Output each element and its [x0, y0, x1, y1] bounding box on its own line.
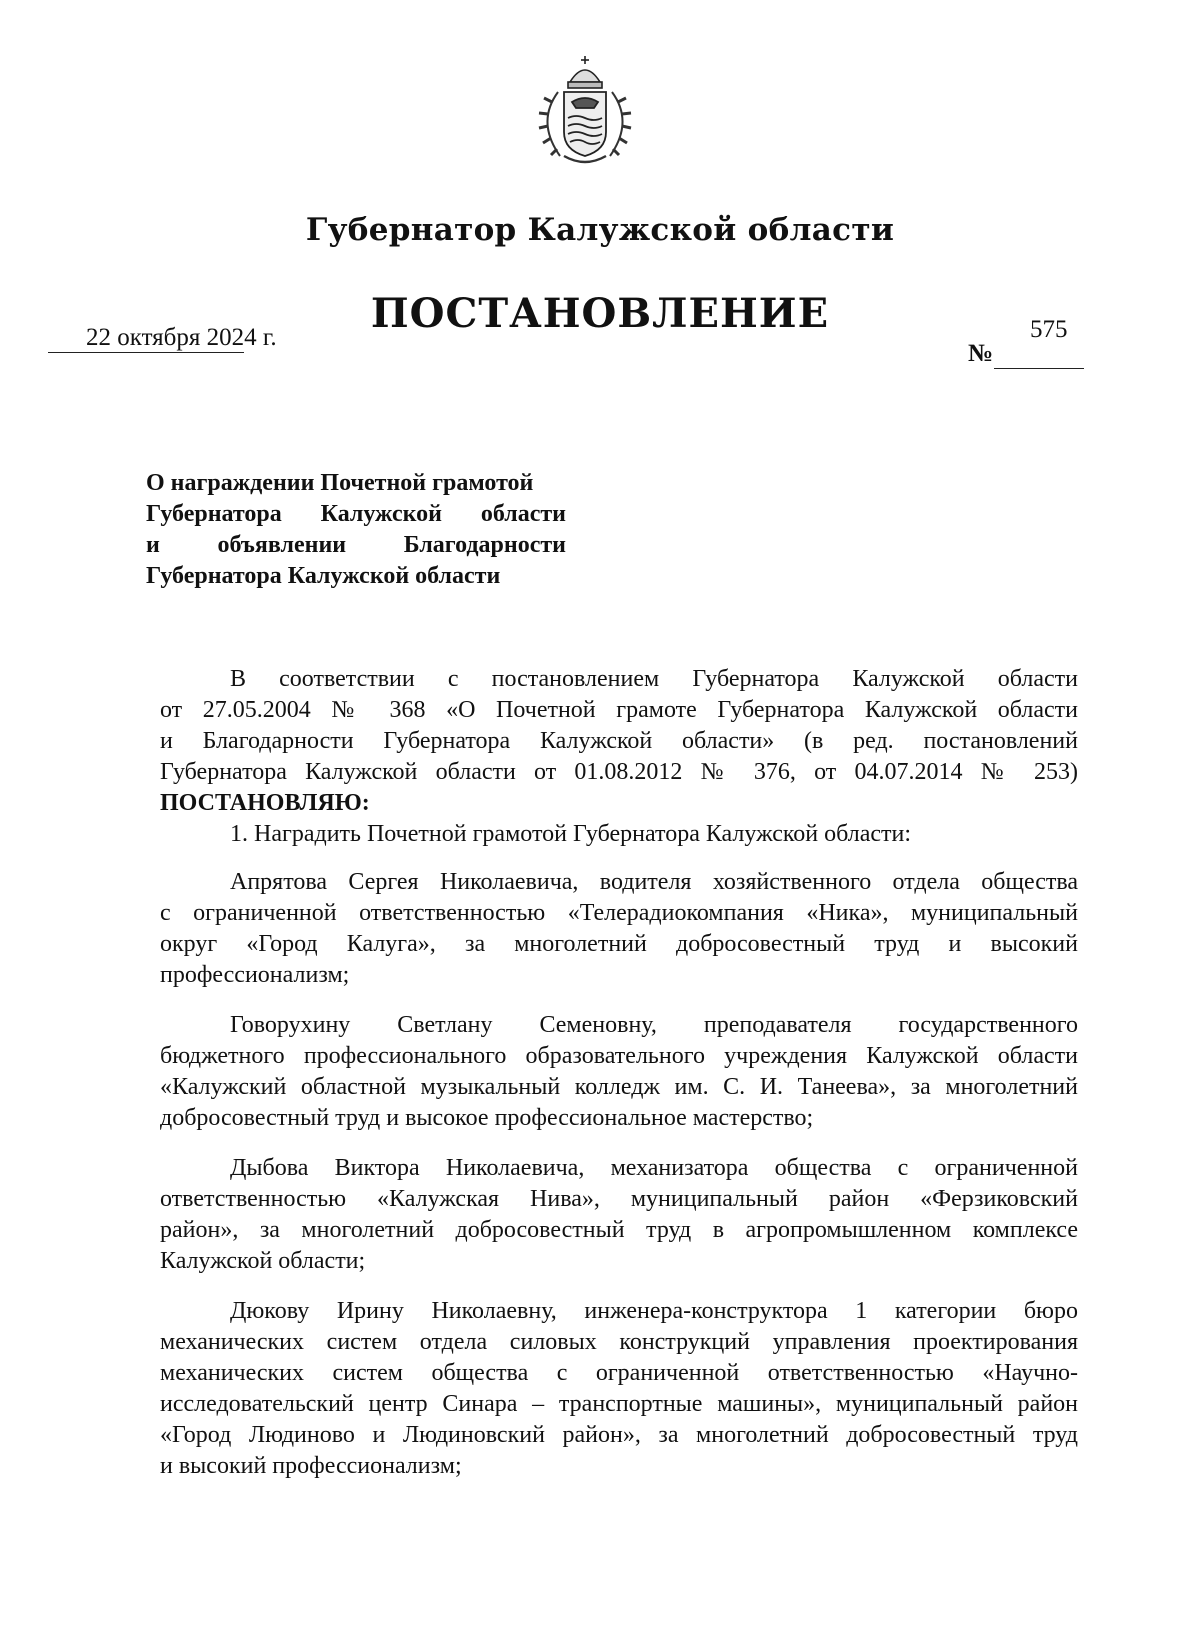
awardee-line: механических систем общества с ограниченной ответственностью «Научно-	[160, 1360, 1078, 1386]
awardee-paragraph	[160, 1296, 1078, 1482]
document-number: 575	[1030, 316, 1068, 343]
awardee-paragraph	[160, 1153, 1078, 1277]
awardee-line: Дыбова Виктора Николаевича, механизатора общества с ограниченной	[230, 1155, 1078, 1181]
decree-word: ПОСТАНОВЛЯЮ:	[160, 790, 370, 816]
awardee-line: «Город Людиново и Людиновский район», за многолетний добросовестный труд	[160, 1422, 1078, 1448]
awardee-line: Калужской области;	[160, 1248, 366, 1274]
document-subject	[146, 468, 566, 592]
awardee-line: с ограниченной ответственностью «Телерадиокомпания «Ника», муниципальный	[160, 900, 1078, 926]
preamble-line: Губернатора Калужской области от 01.08.2012 № 376, от 04.07.2014 № 253)	[160, 759, 1078, 785]
crown-icon	[568, 56, 602, 88]
preamble-line: от 27.05.2004 № 368 «О Почетной грамоте Губернатора Калужской области	[160, 697, 1078, 723]
awardee-line: исследовательский центр Синара – транспортные машины», муниципальный район	[160, 1391, 1078, 1417]
document-type-title: ПОСТАНОВЛЕНИЕ	[370, 290, 830, 337]
preamble-line: и Благодарности Губернатора Калужской области» (в ред. постановлений	[160, 728, 1078, 754]
awardee-line: ответственностью «Калужская Нива», муниципальный район «Ферзиковский	[160, 1186, 1078, 1212]
subject-line: Губернатора Калужской области	[146, 563, 501, 589]
issuing-authority: Губернатор Калужской области	[305, 212, 895, 248]
number-underline	[994, 368, 1084, 369]
date-underline	[48, 352, 244, 353]
awardee-line: Дюкову Ирину Николаевну, инженера-конструктора 1 категории бюро	[230, 1298, 1078, 1324]
awardee-line: профессионализм;	[160, 962, 350, 988]
number-sign: №	[968, 340, 994, 367]
awardee-line: бюджетного профессионального образовательного учреждения Калужской области	[160, 1043, 1078, 1069]
preamble-paragraph	[160, 664, 1078, 850]
awardee-line: округ «Город Калуга», за многолетний добросовестный труд и высокий	[160, 931, 1078, 957]
awardee-line: район», за многолетний добросовестный труд в агропромышленном комплексе	[160, 1217, 1078, 1243]
subject-line: Губернатора Калужской области	[146, 501, 566, 527]
awardee-line: механических систем отдела силовых конструкций управления проектирования	[160, 1329, 1078, 1355]
coat-of-arms-emblem	[530, 52, 640, 170]
awardee-line: Говорухину Светлану Семеновну, преподавателя государственного	[230, 1012, 1078, 1038]
document-date: 22 октября 2024 г.	[86, 324, 277, 351]
preamble-line: В соответствии с постановлением Губернатора Калужской области	[230, 666, 1078, 692]
awardee-line: Апрятова Сергея Николаевича, водителя хозяйственного отдела общества	[230, 869, 1078, 895]
subject-line: О награждении Почетной грамотой	[146, 470, 534, 496]
awardee-line: добросовестный труд и высокое профессиональное мастерство;	[160, 1105, 814, 1131]
awardee-line: и высокий профессионализм;	[160, 1453, 462, 1479]
awardee-paragraph	[160, 867, 1078, 991]
award-item-heading: 1. Наградить Почетной грамотой Губернатора Калужской области:	[230, 821, 912, 847]
awardee-paragraph	[160, 1010, 1078, 1134]
shield-icon	[564, 92, 606, 156]
subject-line: и объявлении Благодарности	[146, 532, 566, 558]
awardee-line: «Калужский областной музыкальный колледж им. С. И. Танеева», за многолетний	[160, 1074, 1078, 1100]
